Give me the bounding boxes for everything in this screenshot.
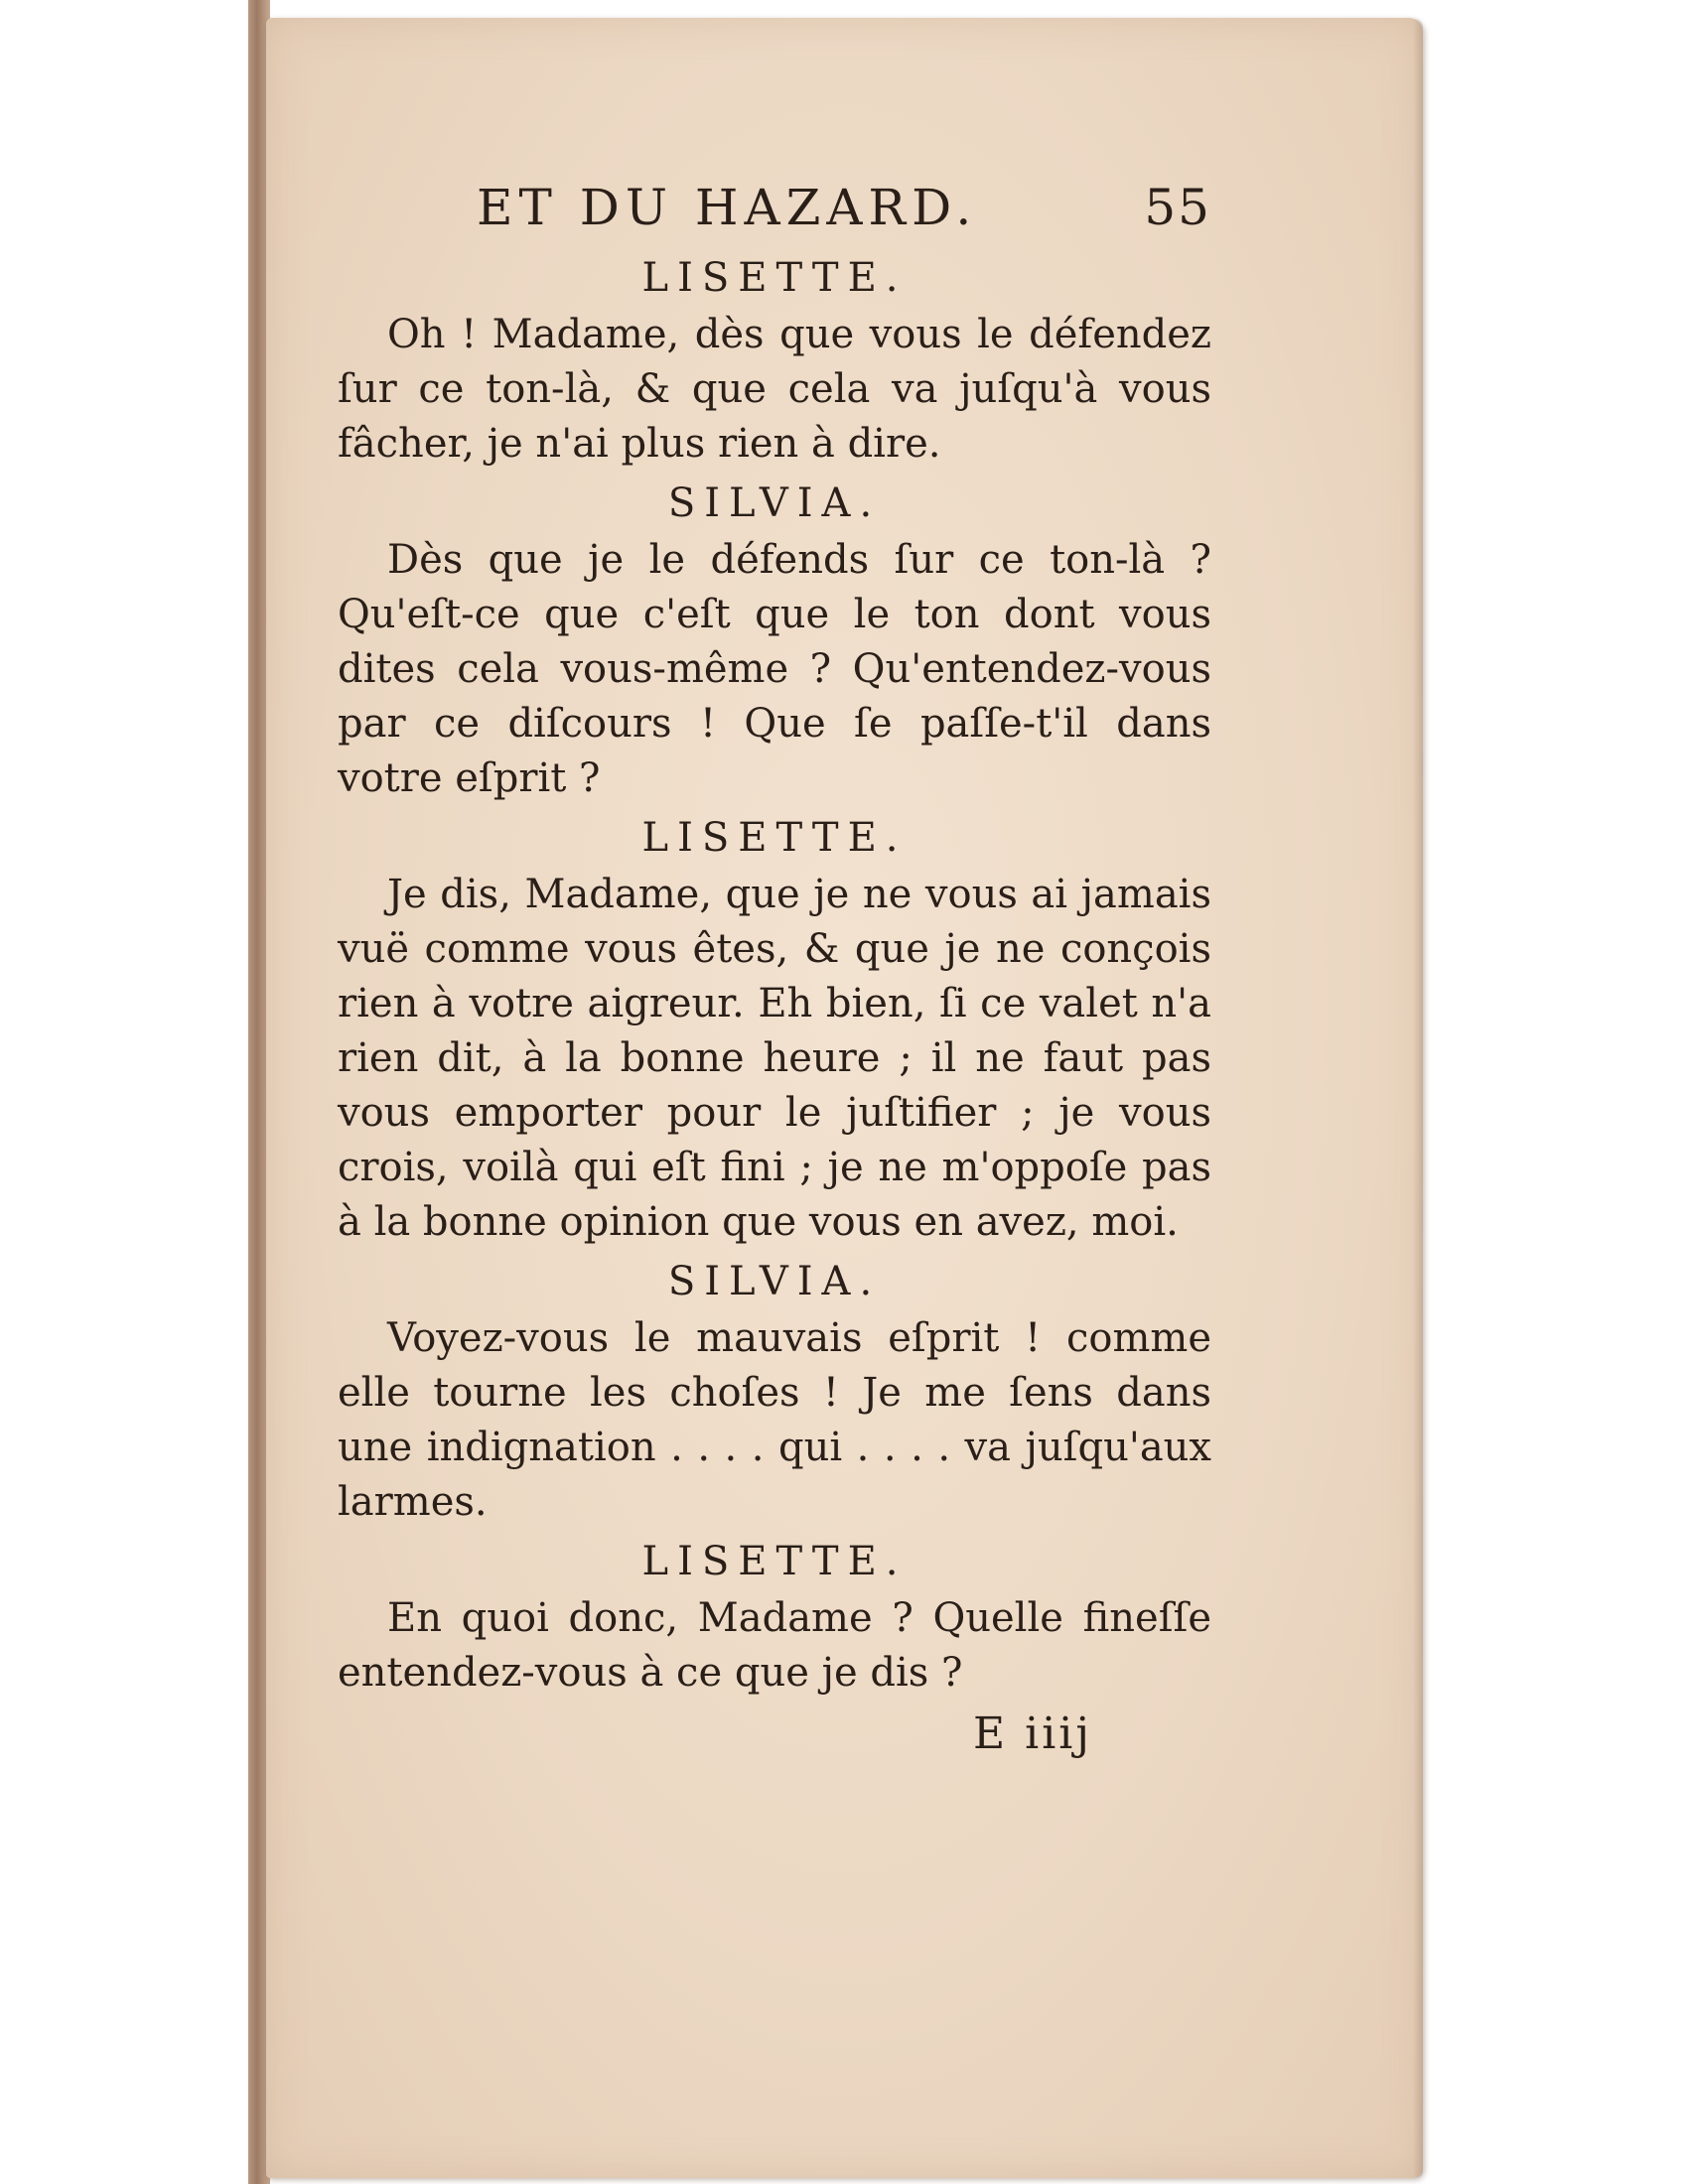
running-head — [338, 179, 1211, 246]
speech-text: Oh ! Madame, dès que vous le défendez ſur ce ton-là, & que cela va juſqu'à vous fâcher, je n'ai plus rien à dire. — [338, 312, 1211, 467]
speaker-name: LISETTE. — [641, 255, 908, 301]
page-number: 55 — [1144, 179, 1211, 236]
speech-text: Voyez-vous le mauvais eſprit ! comme elle tourne les choſes ! Je me ſens dans une indignation . . . . qui . . . . va juſqu'aux larmes. — [338, 1315, 1211, 1525]
speaker-name: SILVIA. — [667, 480, 882, 526]
page-edge-shadow — [1413, 18, 1423, 2178]
signature-mark: E iiij — [973, 1708, 1092, 1759]
page-text — [338, 179, 1211, 1759]
speech-text: Je dis, Madame, que je ne vous ai jamais vuë comme vous êtes, & que je ne conçois rien à votre aigreur. Eh bien, ſi ce valet n'a rien dit, à la bonne heure ; il ne faut pas vous emporter pour le juſtifier ; je vous crois, voilà qui eſt fini ; je ne m'oppoſe pas à la bonne opinion que vous en avez, moi. — [338, 872, 1211, 1245]
speech-text: Dès que je le défends ſur ce ton-là ? Qu'eſt-ce que c'eſt que le ton dont vous dites cela vous-même ? Qu'entendez-vous par ce diſcours ! Que ſe paſſe-t'il dans votre eſprit ? — [338, 537, 1211, 801]
speaker-name: LISETTE. — [641, 815, 908, 861]
speaker-name: LISETTE. — [641, 1539, 908, 1584]
speaker-name: SILVIA. — [667, 1259, 882, 1304]
speech-text: En quoi donc, Madame ? Quelle fineſſe entendez-vous à ce que je dis ? — [338, 1595, 1211, 1696]
running-title: ET DU HAZARD. — [477, 179, 978, 236]
